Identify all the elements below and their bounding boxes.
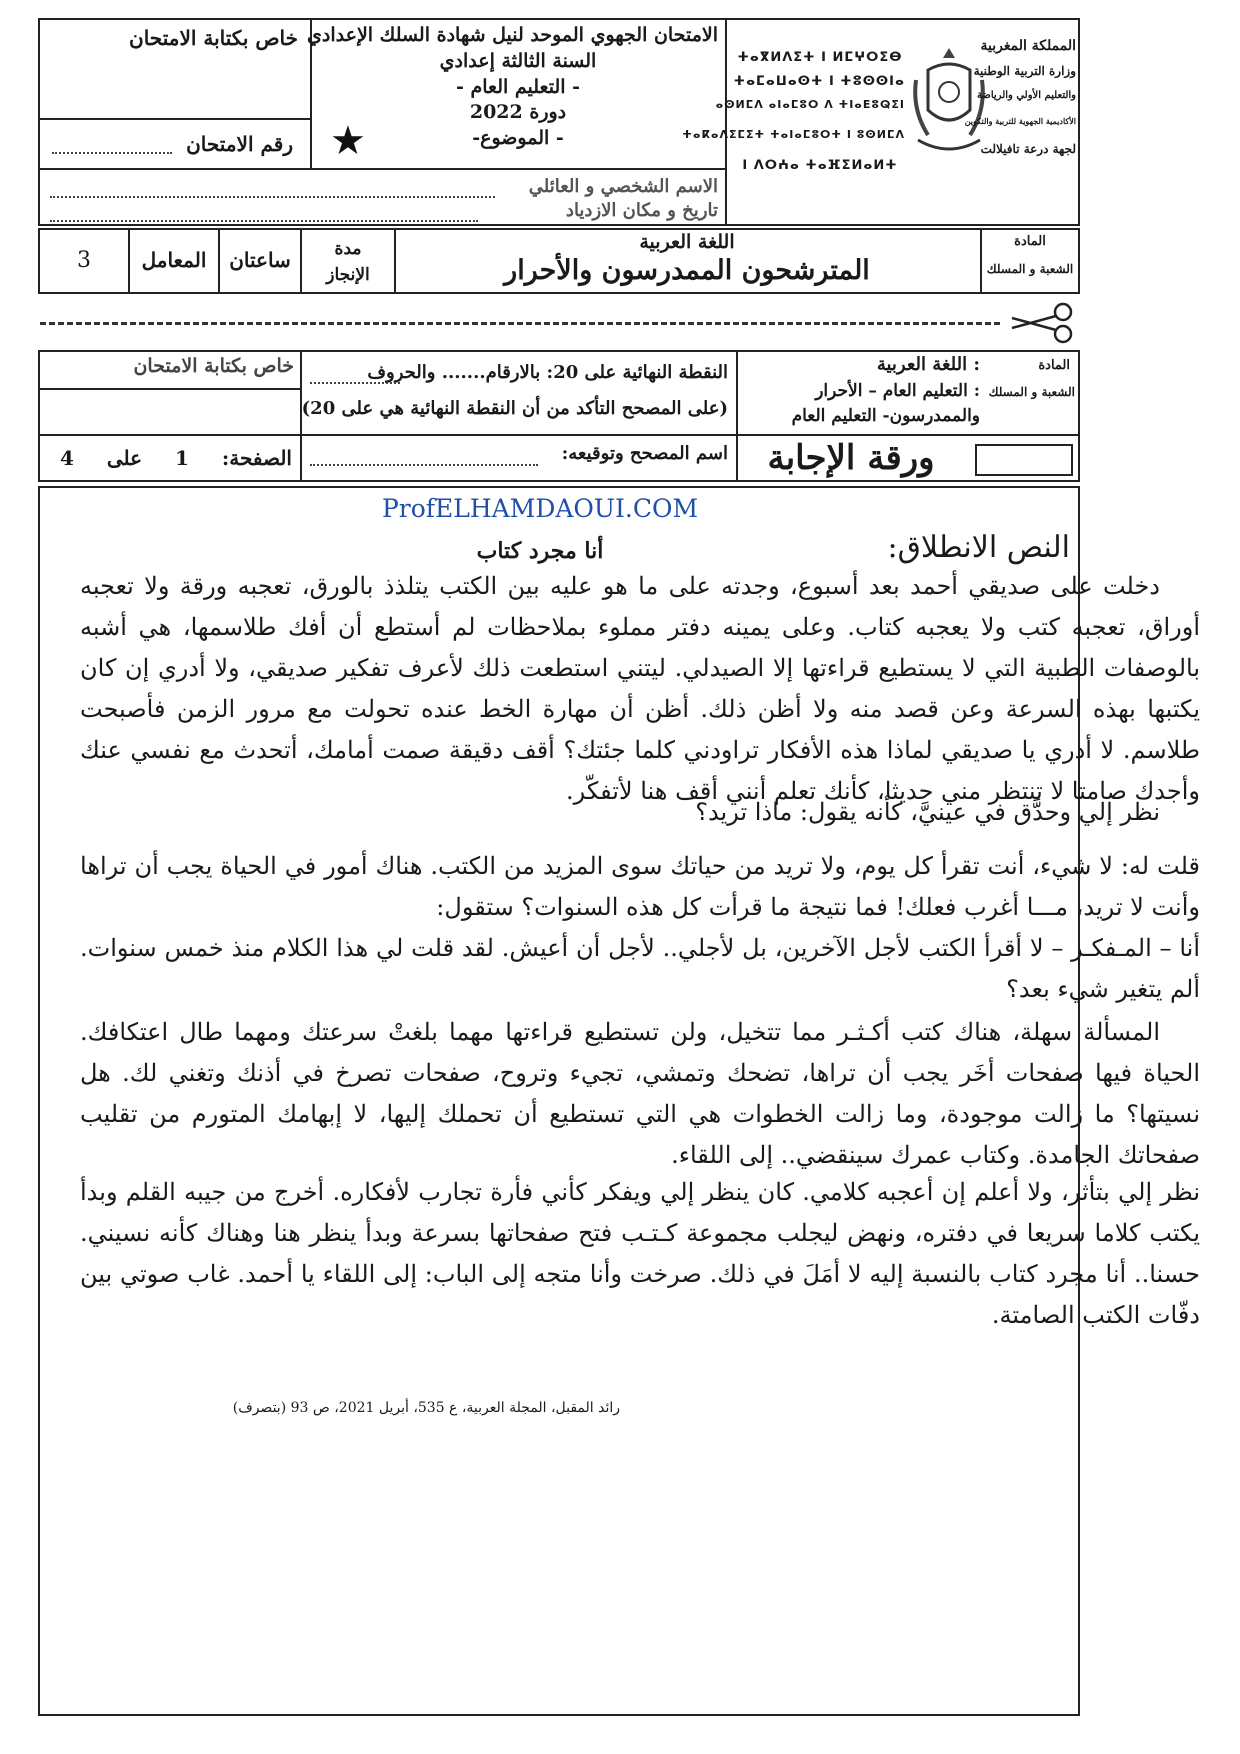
topic: - الموضوع- xyxy=(472,127,564,149)
paragraph-3: قلت له: لا شيء، أنت تقرأ كل يوم، ولا تريد من حياتك سوى المزيد من الكتب. هناك أمور في الحياة يجب أن تراها وأنت لا تريد، مـــا أغرب فعلك! فما نتيجة ما قرأت كل هذه السنوات؟ ستقول: xyxy=(80,852,1200,921)
name-label: الاسم الشخصي و العائلي xyxy=(528,176,718,197)
answer-reserved-label: خاص بكتابة الامتحان xyxy=(133,355,294,377)
name-field[interactable] xyxy=(50,196,495,198)
subject-row-div-3 xyxy=(300,228,302,294)
final-score-label: النقطة النهائية على 20: بالارقام....... والحروف xyxy=(367,362,728,383)
paragraph-1: دخلت على صديقي أحمد بعد أسبوع، وجدته على ما هو عليه بين الكتب يتلذذ بالورق، تعجبه ورقة ولا تعجبه أوراق، تعجبه كتب ولا يعجبه كتاب. وعلى يمينه دفتر مملوء بملاحظات لم أستطع أن أفك طلاسمها، هي أشبه بالوصفات الطبية التي لا يستطيع قراءتها إلا الصيدلي. ليتني استطعت ذلك لأعرف تفكير صديقي، ولا أدري إن كان يكتبها بهذه السرعة وعن قصد منه ولا أظن ذلك. أظن أن مهارة الخط عنده تحولت مع مرور الزمن فأصبحت طلاسم. لا أدري يا صديقي لماذا هذه الأفكار تراودني كلما جئتك؟ أقف دقيقة صمت أمامك، أتحدث مع نفسي عنك وأجدك صامتا لا تنتظر مني حديثا، كأنك تعلم أنني أقف هنا لأتفكّر. xyxy=(80,572,1200,805)
final-score-field[interactable] xyxy=(310,382,400,384)
header-divider-right xyxy=(725,18,727,226)
coef-label: المعامل xyxy=(141,248,207,272)
header-divider-small xyxy=(38,118,312,120)
page-label: الصفحة: xyxy=(221,446,292,470)
birth-field[interactable] xyxy=(50,220,478,222)
corrector-name-field[interactable] xyxy=(310,464,538,466)
answer-div-right xyxy=(736,350,738,482)
page-num: 1 xyxy=(175,446,189,470)
scissors-icon xyxy=(1008,302,1078,344)
page-indicator xyxy=(60,446,292,470)
branch-value: المترشحون الممدرسون والأحرار xyxy=(504,255,870,286)
paragraph-6: نظر إلي بتأثر، ولا أعلم إن أعجبه كلامي. كان ينظر إلي ويفكر كأني فأرة تجارب لأفكاره. أخرج من جيبه القلم وبدأ يكتب كلاما سريعا في دفتره، ونهض ليجلب مجموعة كـتـب فتح صفحاتها بسرعة وبدأ ينظر هنا وهناك كأنه نسيني. حسنا.. أنا مجرد كتاب بالنسبة إليه لا أمَلَ في ذلك. صرخت وأنا متجه إلى الباب: إلى اللقاء يا أحمد. غاب صوتي بين دفّات الكتب الصامتة. xyxy=(80,1178,1200,1329)
paragraph-4: أنا – المـفكـر – لا أقرأ الكتب لأجل الآخرين، بل لأجلي.. لأجل أن أعيش. لقد قلت لي هذا الكلام منذ خمس سنوات. ألم يتغير شيء بعد؟ xyxy=(80,934,1200,1003)
answer-blank-box xyxy=(975,444,1073,476)
branch-label: الشعبة و المسلك xyxy=(986,262,1074,276)
paragraph-5: المسألة سهلة، هناك كتب أكـثـر مما تتخيل، ولن تستطيع قراءتها مهما بلغتْ سرعتك ومهما طال اعتكافك. الحياة فيها صفحات أخَر يجب أن تراها، تضحك وتمشي، تجيء وتروح، صفحات تصرخ في أذنك وتغني لك. هل نسيتها؟ ما زالت موجودة، وما زالت الخطوات هي التي تستطيع أن تحملك إليها، لا إبهامك المتورم من تقليب صفحاتك الجامدة. وكتاب عمرك سينقضي.. إلى اللقاء. xyxy=(80,1018,1200,1169)
cut-line xyxy=(40,322,1000,325)
year-level: السنة الثالثة إعدادي xyxy=(439,50,597,72)
answer-sheet-title: ورقة الإجابة xyxy=(767,438,935,478)
answer-branch-value-2: والممدرسون- التعليم العام xyxy=(791,406,980,426)
subject-value: اللغة العربية xyxy=(639,231,735,253)
exam-title: الامتحان الجهوي الموحد لنيل شهادة السلك الإعدادي xyxy=(307,24,718,46)
exam-number-field[interactable] xyxy=(52,152,172,154)
answer-div-h xyxy=(38,434,1080,436)
track: - التعليم العام - xyxy=(455,76,581,98)
ministry-tifinagh-block: ⵜⴰⴳⵍⴷⵉⵜ ⵏ ⵍⵎⵖⵔⵉⴱ ⵜⴰⵎⴰⵡⴰⵙⵜ ⵏ ⵜⵓⵙⵙⵏⴰ ⴰⵙⵍⵎⴷ ⴰⵏⴰⵎⵓⵔ ⴷ ⵜⵏⴰⴹⵓⵕⵉⵏ ⵜⴰⴽⴰⴷⵉⵎⵉⵜ ⵜⴰⵏⴰⵎⵓⵔⵜ ⵏ ⵓⵙⵍⵎⴷ ⵏ ⴷⵔⵄⴰ ⵜⴰⴼⵉⵍⴰⵍⵜ xyxy=(682,50,905,173)
duration-label: مدة الإنجاز xyxy=(326,239,370,285)
answer-branch-value-1: : التعليم العام – الأحرار xyxy=(815,381,980,401)
paragraph-2: نظر إلي وحدَّق في عينيَّ، كأنه يقول: ماذا تريد؟ xyxy=(695,798,1160,826)
watermark: ProfELHAMDAOUI.COM xyxy=(381,494,699,523)
page-total: 4 xyxy=(60,446,74,470)
session: دورة 2022 xyxy=(469,101,567,123)
ministry-arabic-block: المملكة المغربية وزارة التربية الوطنية والتعليم الأولي والرياضة الأكاديمية الجهوية للتربية والتكوين لجهة درعة تافيلالت xyxy=(964,38,1076,156)
source-citation: رائد المقبل، المجلة العربية، ع 535، أبريل 2021، ص 93 (بتصرف) xyxy=(232,1400,620,1416)
page-of: على xyxy=(106,446,143,470)
reserved-label: خاص بكتابة الامتحان xyxy=(129,26,298,50)
corrector-name-label: اسم المصحح وتوقيعه: xyxy=(561,443,728,464)
answer-subject-label: المادة xyxy=(1038,358,1070,373)
subject-label: المادة xyxy=(1014,234,1046,249)
birth-label: تاريخ و مكان الازدياد xyxy=(565,200,718,221)
answer-subject-value: : اللغة العربية xyxy=(876,354,980,375)
coat-of-arms-icon xyxy=(908,40,990,165)
answer-branch-label: الشعبة و المسلك xyxy=(988,385,1075,399)
duration-value: ساعتان xyxy=(229,248,291,272)
section-label: النص الانطلاق: xyxy=(887,530,1070,565)
star-icon: ★ xyxy=(330,118,366,164)
answer-div-h2 xyxy=(38,388,302,390)
corrector-note: (على المصحح التأكد من أن النقطة النهائية هي على 20) xyxy=(301,398,728,419)
header-divider-mid xyxy=(38,168,727,170)
exam-number-label: رقم الامتحان xyxy=(186,132,293,156)
coef-value: 3 xyxy=(77,248,91,273)
text-title: أنا مجرد كتاب xyxy=(476,538,604,564)
